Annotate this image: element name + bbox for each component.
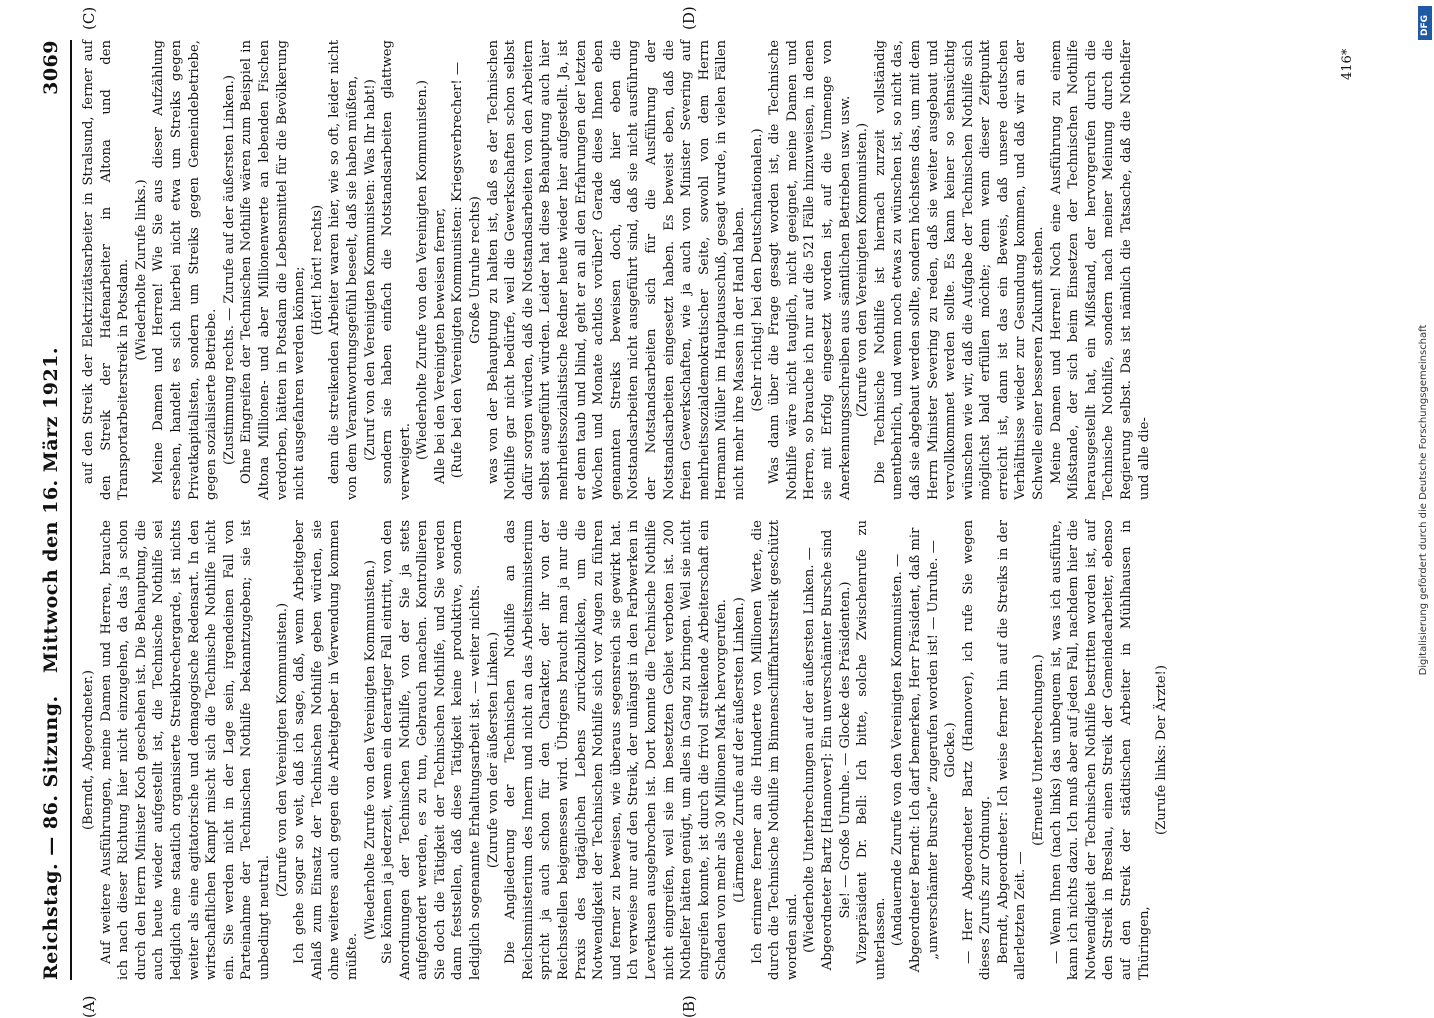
digitization-notice: Digitalisierung gefördert durch die Deutsche Forschungsgemeinschaft [1418, 324, 1429, 676]
margin-marker-c: (C) [80, 6, 98, 30]
text-column-right [80, 40, 1360, 500]
paragraph: was von der Behauptung zu halten ist, daß es der Technischen Nothilfe gar nicht bedürfe, weil die Gewerkschaften schon selbst dafür sorgen würden, daß die Notstandsarbeiten von den Arbeitern selbst ausgeführt würden. Leider hat diese Behauptung auch hier mehrheitssozialistische Redner heute wieder hier aufgestellt. Ja, ist er denn taub und blind, geht er an all den Erfahrungen der letzten Wochen und Monate achtlos vorüber? Gerade diese Ihnen eben genannten Streiks beweisen doch, daß hier eben die Notstandsarbeiten nicht ausgeführt sind, daß sie nicht ausführung der Notstandsarbeiten sich für die Ausführung der Notstandsarbeiten eingesetzt haben. Es beweist eben, daß die freien Gewerkschaften, wie ja auch von Minister Severing auf mehrheitssozialdemokratischer Seite, sowohl von dem Herrn Hermann Müller im Hauptausschuß, gesagt wurde, in vielen Fällen nicht mehr ihre Massen in der Hand haben. [485, 40, 747, 500]
margin-marker-b: (B) [680, 995, 698, 1018]
interjection: (Erneute Unterbrechungen.) [1031, 654, 1047, 846]
paragraph: Die Technische Nothilfe ist hiernach zurzeit vollständig unentbehrlich, und wenn noch etwas zu wünschen ist, so nicht das, daß sie abgebaut werden sollte, sondern höchstens das, um mit dem Herrn Minister Severing zu reden, daß sie weiter ausgebaut und vervollkommnet werden sollte. Es kann keiner so sehnsüchtig wünschen wie wir, daß die Aufgabe der Technischen Nothilfe sich möglichst bald erfüllen möchte; denn wenn dieser Zeitpunkt erreicht ist, dann ist das ein Beweis, daß unsere deutschen Verhältnisse wieder zur Gesundung kommen, und daß wir an der Schwelle einer besseren Zukunft stehen. [872, 40, 1047, 500]
interjection: (Rufe bei den Vereinigten Kommunisten: Kriegsverbrecher! — Große Unruhe rechts) [450, 61, 484, 479]
text-column-left [80, 520, 1360, 980]
paragraph: Ohne Eingreifen der Technischen Nothilfe wären zum Beispiel in Altona Millionen- und aber Millionenwerte an lebenden Fischen verdorben, hätten in Potsdam die Lebensmittel für die Bevölkerung nicht ausgefahren werden können; [239, 40, 308, 500]
interjection: (Wiederholte Zurufe von den Vereinigten Kommunisten.) [415, 79, 431, 461]
header-session-title: Reichstag. — 86. Sitzung. [40, 695, 62, 980]
paragraph: Ich erinnere ferner an die Hunderte von Millionen Werte, die durch die Technische Nothilfe im Binnenschifffahrtsstreik geschützt worden sind. [749, 520, 800, 980]
interjection: (Lärmende Zurufe auf der äußersten Linken.) [731, 597, 747, 903]
interjection: (Zurufe von den Vereinigten Kommunisten.) [274, 602, 290, 898]
paragraph: Die Angliederung der Technischen Nothilfe an das Reichsministerium des Innern und nicht an das Arbeitsministerium spricht ja auch schon für den Charakter, der ihr von der Reichsstellen beigemessen wird. Übrigens braucht man ja nur die Praxis des tagtäglichen Lebens zurückzublicken, um die Notwendigkeit der Technischen Nothilfe sich vor Augen zu führen und ferner zu beweisen, wie überaus segensreich sie gewirkt hat. Ich verweise nur auf den Streik, der unlängst in den Farbwerken in Leverkusen ausgebrochen ist. Dort konnte die Technische Nothilfe nicht eingreifen, weil sie im besetzten Gebiet verboten ist. 200 Nothelfer hätten genügt, um alles in Gang zu bringen. Weil sie nicht eingreifen konnte, ist durch die frivol streikende Arbeiterschaft ein Schaden von mehr als 30 Millionen Mark hervorgerufen. [503, 520, 730, 980]
interjection: (Wiederholte Zurufe von den Vereinigten Kommunisten.) [362, 559, 378, 941]
paragraph: Sie können ja jederzeit, wenn ein derartiger Fall eintritt, von den Anordnungen der Technischen Nothilfe, von der Sie ja stets aufgefordert werden, es zu tun, Gebrauch machen. Kontrollieren Sie doch die Tätigkeit der Technischen Nothilfe, und Sie werden dann feststellen, daß diese Tätigkeit keine produktive, sondern lediglich sogenannte Erhaltungsarbeit ist. — weiter nichts. [380, 520, 484, 980]
dfg-logo-text: DFG [1420, 14, 1430, 36]
paragraph: Meine Damen und Herren! Wie Sie aus dieser Aufzählung ersehen, handelt es sich hierbei nicht etwa um Streiks gegen Privatkapitalisten, sondern um Streiks gegen Gemeindebetriebe, gegen sozialisierte Betriebe. [151, 40, 220, 500]
paragraph: Alle bei den Vereinigten beweisen ferner, [432, 207, 448, 484]
footer-signature-mark: 416* [1340, 48, 1355, 80]
paragraph: denn die streikenden Arbeiter waren hier, wie so oft, leider nicht von dem Verantwortungsgefühl beseelt, daß sie haben müßten, [327, 40, 360, 500]
interjection: (Hört! hört! rechts) [309, 204, 325, 336]
interjection: (Zurufe von den Vereinigten Kommunisten.) [855, 122, 871, 418]
interjection: (Zuruf von den Vereinigten Kommunisten: Was Ihr habt!) [362, 79, 378, 461]
paragraph: Was dann über die Frage gesagt worden ist, die Technische Nothilfe wäre nicht tauglich, nicht geeignet, meine Damen und Herren, so brauche ich nur auf die 521 Fälle hinzuweisen, in denen sie mit Erfolg eingesetzt worden ist, auf die Unmenge von Anerkennungsschreiben aus sämtlichen Betrieben usw. usw. [767, 40, 853, 500]
interjection: (Andauernde Zurufe von den Vereinigten Kommunisten. — Abgeordneter Berndt: Ich darf bemerken, Herr Präsident, daß mir „unverschämter Bursche“ zugerufen worden ist! — Unruhe. — Glocke.) [890, 527, 959, 973]
paragraph: sondern sie haben einfach die Notstandsarbeiten glattweg verweigert. [380, 40, 413, 500]
header-date: Mittwoch den 16. März 1921. [40, 346, 62, 674]
header-page-number: 3069 [40, 40, 62, 95]
interjection: (Zurufe von der äußersten Linken.) [485, 631, 501, 869]
paragraph: auf den Streik der Elektrizitätsarbeiter in Stralsund, ferner auf den Streik der Hafenarbeiter in Altona und den Transportarbeiterstreik in Potsdam. [81, 40, 132, 500]
paragraph: Auf weitere Ausführungen, meine Damen und Herren, brauche ich nach dieser Richtung hier nicht einzugehen, da das ja schon durch den Herrn Minister Koch geschehen ist. Die Behauptung, die auch heute wieder aufgestellt ist, die Technische Nothilfe sei lediglich eine staatlich organisierte Streikbrechergarde, ist nichts weiter als eine agitatorische und demagogische Redensart. In den wirtschaftlichen Kampf mischt sich die Technische Nothilfe nicht ein. Sie werden nicht in der Lage sein, irgendeinen Fall von Parteinahme der Technischen Nothilfe bekanntzugeben; sie ist unbedingt neutral. [98, 520, 272, 980]
paragraph: Vizepräsident Dr. Bell: Ich bitte, solche Zwischenrufe zu unterlassen. [855, 520, 888, 980]
paragraph: Ich gehe sogar so weit, daß ich sage, daß, wenn Arbeitgeber Anlaß zum Einsatz der Technischen Nothilfe geben würden, sie ohne weiteres auch gegen die Arbeitgeber in Verwendung kommen müßte. [292, 520, 360, 980]
paragraph: Meine Damen und Herren! Noch eine Ausführung zu einem Mißstande, der sich beim Einsetzen der Technischen Nothilfe herausgestellt hat, ein Mißstand, der hervorgerufen durch die Technische Nothilfe, sondern nach meiner Meinung durch die Regierung selbst. Das ist nämlich die Tatsache, daß die Nothelfer und alle die- [1048, 40, 1152, 500]
margin-marker-d: (D) [680, 6, 698, 30]
paragraph: — Wenn Ihnen (nach links) das unbequem ist, was ich ausführe, kann ich nichts dazu. Ich muß aber auf jeden Fall, nachdem hier die Notwendigkeit der Technischen Nothilfe bestritten worden ist, auf den Streik in Breslau, einen Streik der Gemeindearbeiter, ebenso auf den Streik der städtischen Arbeiter in Mühlhausen in Thüringen, [1048, 520, 1152, 980]
interjection: (Sehr richtig! bei den Deutschnationalen.) [749, 128, 765, 412]
paragraph: (Berndt, Abgeordneter.) [81, 669, 96, 831]
interjection: (Wiederholte Unterbrechungen auf der äußersten Linken. — Abgeordneter Bartz [Hannover]: Ein unverschämter Bursche sind Sie! — Große Unruhe. — Glocke des Präsidenten.) [802, 529, 853, 971]
margin-marker-a: (A) [80, 995, 98, 1018]
header-rule [70, 40, 72, 980]
paragraph: — Herr Abgeordneter Bartz (Hannover), ich rufe Sie wegen dieses Zurufs zur Ordnung. [960, 520, 994, 980]
rotated-page [40, 6, 1370, 1018]
interjection: (Wiederholte Zurufe links.) [133, 179, 149, 361]
interjection: (Zurufe links: Der Ärzte!) [1154, 665, 1170, 835]
dfg-logo [1418, 6, 1432, 40]
interjection: (Zustimmung rechts. — Zurufe auf der äußersten Linken.) [221, 75, 237, 465]
paragraph: Berndt, Abgeordneter: Ich weise ferner hin auf die Streiks in der allerletzten Zeit. — [995, 520, 1029, 980]
